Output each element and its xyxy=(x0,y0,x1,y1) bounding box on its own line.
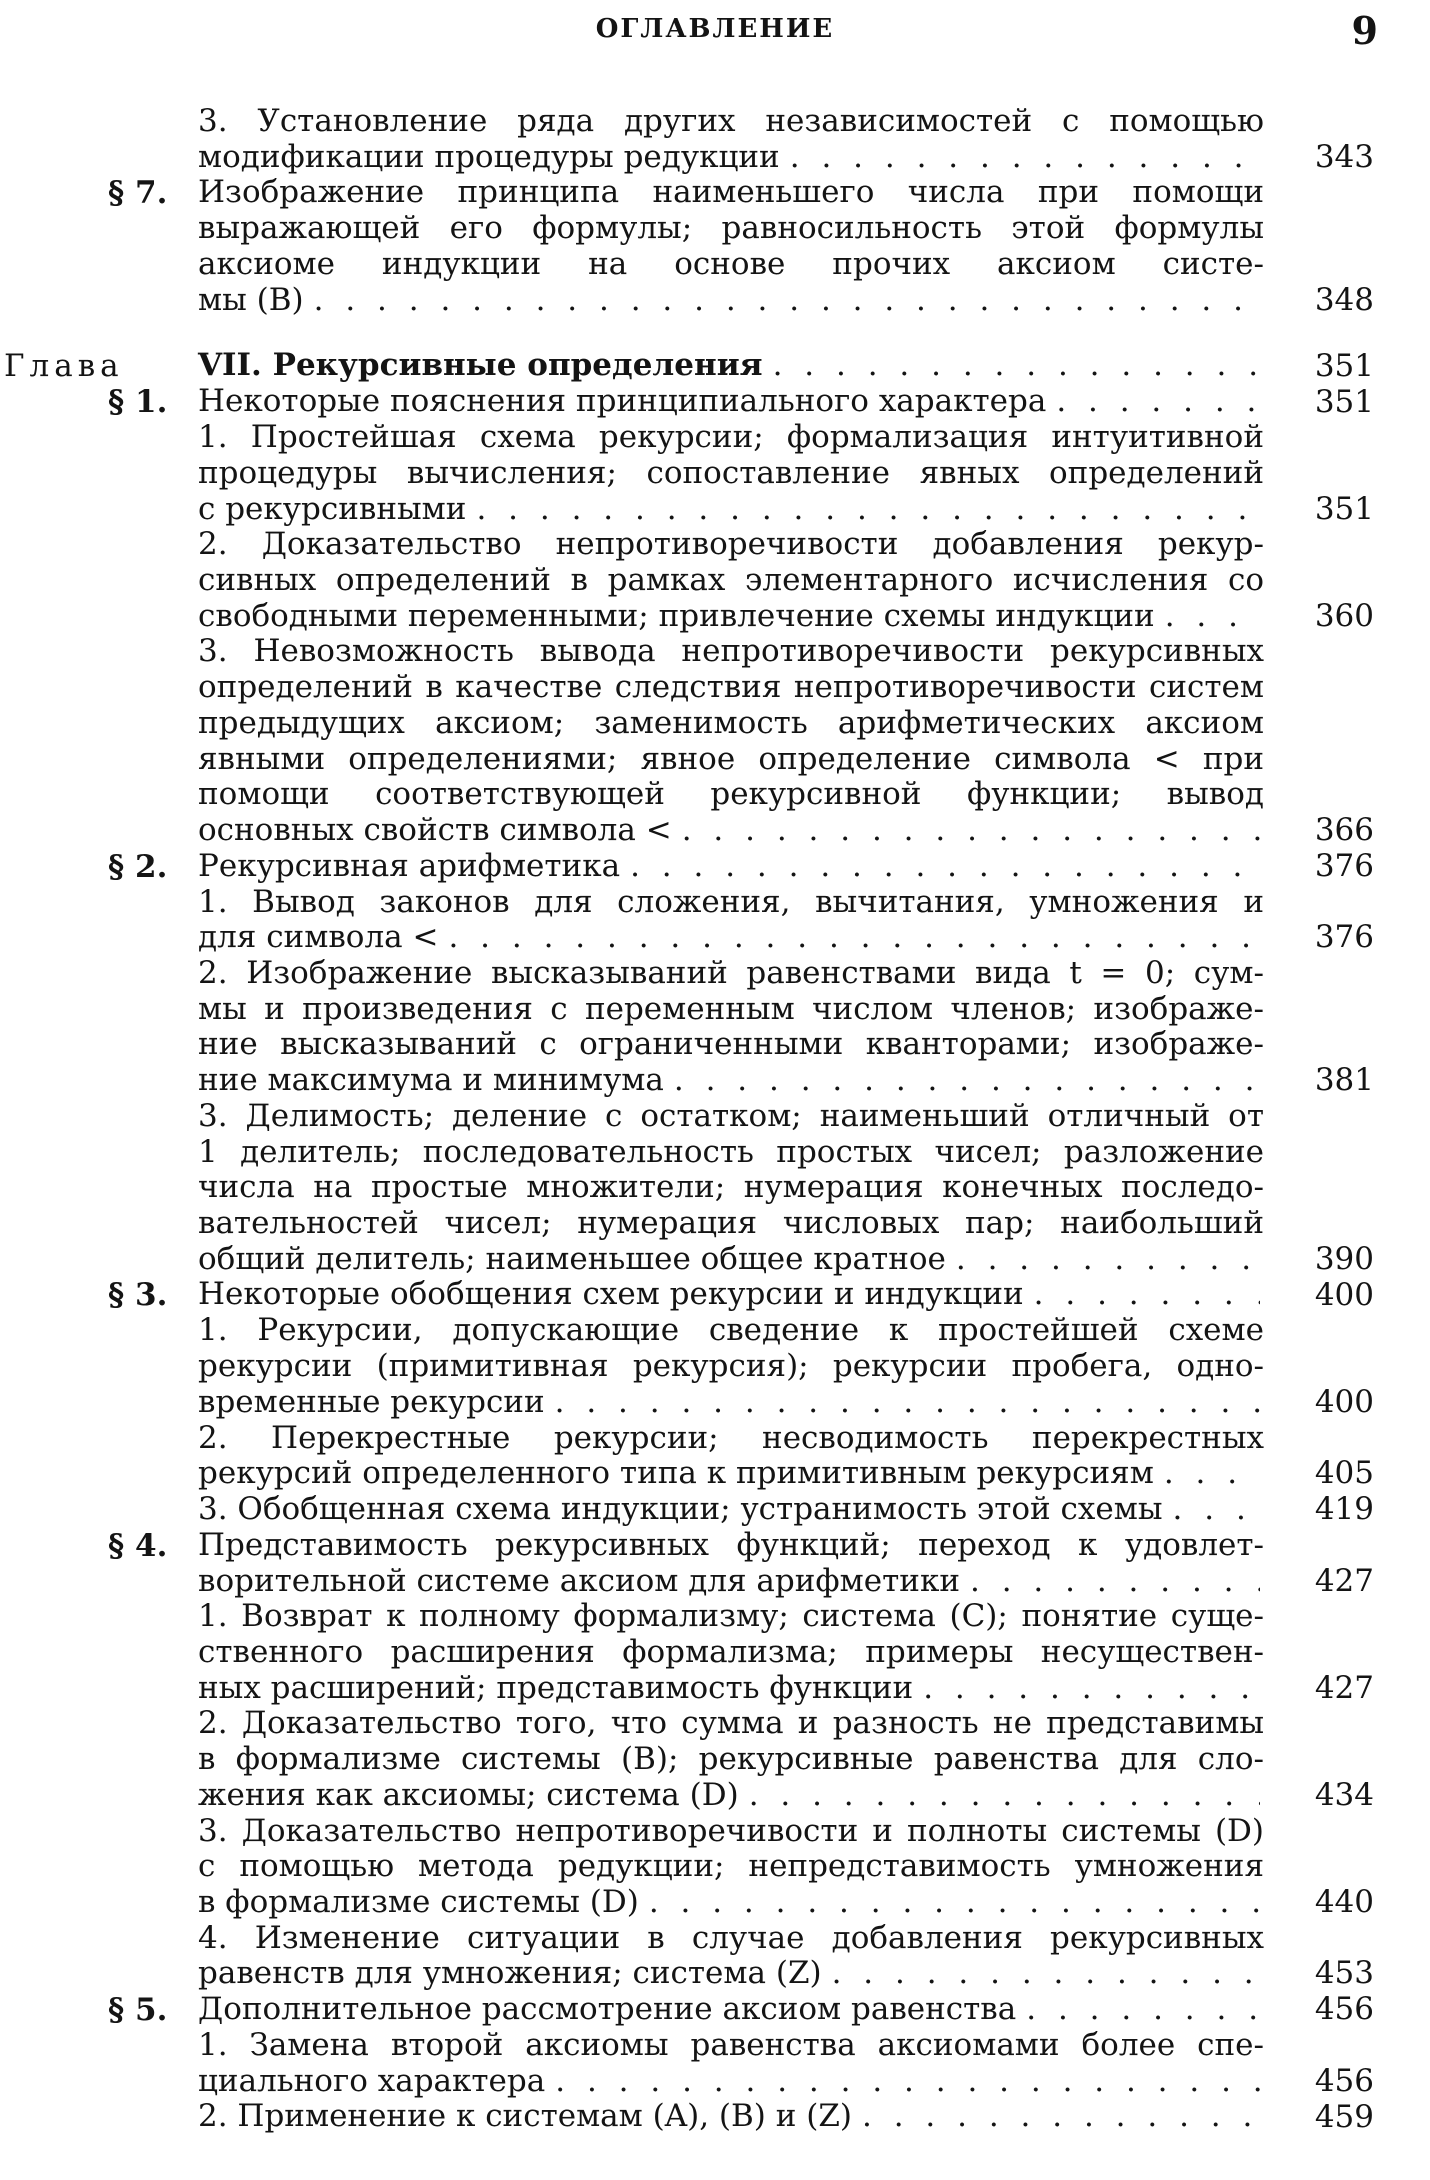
entry-last-text: Дополнительное рассмотрение аксиом равенства xyxy=(198,1991,1017,2028)
entry-line: 3. Установление ряда других независимостей с помощью xyxy=(198,103,1264,139)
dot-leader xyxy=(466,492,1260,528)
entry-page-number: 434 xyxy=(1314,1776,1374,1813)
entry-last-text: ных расширений; представимость функции xyxy=(198,1669,914,1706)
entry-page-number: 453 xyxy=(1314,1955,1374,1992)
entry-text xyxy=(198,1492,1264,1528)
dot-leader xyxy=(739,1778,1260,1814)
entry-last-text: в формализме системы (D) xyxy=(198,1883,639,1920)
dot-leader xyxy=(304,283,1260,319)
dot-leader xyxy=(960,1564,1260,1600)
entry-page-number: 390 xyxy=(1314,1240,1374,1277)
toc-entry-sub xyxy=(0,956,1430,1099)
entry-line: помощи соответствующей рекурсивной функции; вывод xyxy=(198,776,1264,813)
entry-last-line xyxy=(198,1063,1264,1099)
entry-text xyxy=(198,384,1264,420)
entry-line: 1. Вывод законов для сложения, вычитания, умножения и xyxy=(198,883,1264,920)
entry-last-text: 3. Обобщенная схема индукции; устранимость этой схемы xyxy=(198,1490,1163,1527)
entry-line: сивных определений в рамках элементарного исчисления со xyxy=(198,562,1264,599)
dot-leader xyxy=(1155,599,1260,635)
entry-text xyxy=(198,348,1264,384)
entry-text xyxy=(198,885,1264,956)
entry-line: процедуры вычисления; сопоставление явных определений xyxy=(198,454,1264,491)
toc-entry-sub xyxy=(0,420,1430,527)
entry-last-text: Некоторые пояснения принципиального характера xyxy=(198,383,1047,420)
entry-line: 1. Возврат к полному формализму; система (C); понятие суще- xyxy=(198,1598,1264,1635)
entry-page-number: 400 xyxy=(1314,1276,1374,1313)
dot-leader xyxy=(672,813,1260,849)
entry-line: 2. Доказательство того, что сумма и разность не представимы xyxy=(198,1705,1264,1742)
section-number: § 3. xyxy=(108,1277,168,1314)
entry-last-line xyxy=(198,348,1264,384)
entry-last-line xyxy=(198,1956,1264,1992)
entry-line: 1 делитель; последовательность простых чисел; разложение xyxy=(198,1133,1264,1170)
entry-page-number: 405 xyxy=(1314,1455,1374,1492)
toc-entry-sub xyxy=(0,104,1430,175)
entry-last-text: мы (B) xyxy=(198,281,304,318)
entry-page-number: 351 xyxy=(1314,383,1374,420)
entry-page-number: 376 xyxy=(1314,847,1374,884)
toc-entry-sub xyxy=(0,1421,1430,1492)
dot-leader xyxy=(1024,1277,1260,1313)
entry-page-number: 376 xyxy=(1314,919,1374,956)
entry-last-text: с рекурсивными xyxy=(198,490,467,527)
section-number: § 1. xyxy=(108,384,168,421)
entry-text xyxy=(198,527,1264,634)
toc-entry-sub xyxy=(0,634,1430,848)
entry-line: 2. Изображение высказываний равенствами вида t = 0; сум- xyxy=(198,955,1264,992)
entry-last-text: жения как аксиомы; система (D) xyxy=(198,1776,739,1813)
toc-entry-sub xyxy=(0,1599,1430,1706)
toc-entry-sub xyxy=(0,527,1430,634)
entry-line: рекурсии (примитивная рекурсия); рекурсии пробега, одно- xyxy=(198,1348,1264,1385)
toc-entry-section xyxy=(0,1528,1430,1599)
toc-entry-section xyxy=(0,1992,1430,2028)
entry-text xyxy=(198,1421,1264,1492)
entry-text xyxy=(198,1814,1264,1921)
dot-leader xyxy=(852,2099,1260,2135)
toc-entry-sub xyxy=(0,1313,1430,1420)
dot-leader xyxy=(639,1885,1260,1921)
entry-line: 3. Невозможность вывода непротиворечивости рекурсивных xyxy=(198,633,1264,670)
entry-page-number: 459 xyxy=(1314,2098,1374,2135)
entry-page-number: 381 xyxy=(1314,1062,1374,1099)
entry-last-line xyxy=(198,1492,1264,1528)
entry-last-text: равенств для умножения; система (Z) xyxy=(198,1955,822,1992)
entry-last-line xyxy=(198,1778,1264,1814)
dot-leader xyxy=(913,1671,1260,1707)
entry-line: в формализме системы (B); рекурсивные равенства для сло- xyxy=(198,1741,1264,1778)
entry-page-number: 427 xyxy=(1314,1669,1374,1706)
dot-leader xyxy=(620,849,1260,885)
dot-leader xyxy=(1163,1492,1260,1528)
dot-leader xyxy=(822,1956,1260,1992)
entry-text xyxy=(198,1277,1264,1313)
toc-entry-sub xyxy=(0,2099,1430,2135)
dot-leader xyxy=(780,140,1260,176)
entry-line: 2. Перекрестные рекурсии; несводимость перекрестных xyxy=(198,1419,1264,1456)
entry-line: вательностей чисел; нумерация числовых пар; наибольший xyxy=(198,1204,1264,1241)
entry-text xyxy=(198,2028,1264,2099)
entry-last-line xyxy=(198,2064,1264,2100)
section-number: § 5. xyxy=(108,1992,168,2029)
entry-last-text: свободными переменными; привлечение схемы индукции xyxy=(198,597,1155,634)
entry-line: ственного расширения формализма; примеры несуществен- xyxy=(198,1634,1264,1671)
entry-line: 1. Рекурсии, допускающие сведение к простейшей схеме xyxy=(198,1312,1264,1349)
entry-page-number: 366 xyxy=(1314,811,1374,848)
entry-line: аксиоме индукции на основе прочих аксиом систе- xyxy=(198,245,1264,282)
toc-entry-sub xyxy=(0,1706,1430,1813)
entry-last-text: Рекурсивная арифметика xyxy=(198,847,621,884)
entry-line: 1. Простейшая схема рекурсии; формализация интуитивной xyxy=(198,419,1264,456)
toc-entry-section xyxy=(0,384,1430,420)
entry-line: явными определениями; явное определение символа < при xyxy=(198,740,1264,777)
entry-line: 4. Изменение ситуации в случае добавления рекурсивных xyxy=(198,1919,1264,1956)
dot-leader xyxy=(664,1063,1260,1099)
entry-last-line xyxy=(198,283,1264,319)
chapter-title: VII. Рекурсивные определения xyxy=(198,347,763,384)
dot-leader xyxy=(1154,1456,1260,1492)
entry-page-number: 348 xyxy=(1314,281,1374,318)
entry-last-line xyxy=(198,1456,1264,1492)
entry-line: 1. Замена второй аксиомы равенства аксиомами более спе- xyxy=(198,2027,1264,2064)
entry-text xyxy=(198,956,1264,1099)
entry-text xyxy=(198,1706,1264,1813)
entry-last-text: модификации процедуры редукции xyxy=(198,138,780,175)
entry-text xyxy=(198,634,1264,848)
entry-line: Изображение принципа наименьшего числа при помощи xyxy=(198,174,1264,211)
entry-last-line xyxy=(198,813,1264,849)
entry-page-number: 440 xyxy=(1314,1883,1374,1920)
chapter-spacer xyxy=(0,318,1430,348)
section-number: § 4. xyxy=(108,1527,168,1564)
entry-last-text: для символа < xyxy=(198,919,439,956)
entry-last-line xyxy=(198,1671,1264,1707)
toc-entry-sub xyxy=(0,1814,1430,1921)
page-number: 9 xyxy=(1351,8,1378,53)
entry-line: выражающей его формулы; равносильность этой формулы xyxy=(198,210,1264,247)
entry-last-line xyxy=(198,140,1264,176)
dot-leader xyxy=(946,1242,1260,1278)
entry-line: мы и произведения с переменным числом членов; изображе- xyxy=(198,990,1264,1027)
entry-last-line xyxy=(198,1277,1264,1313)
entry-text xyxy=(198,1099,1264,1278)
toc-entry-sub xyxy=(0,1492,1430,1528)
toc-entry-sub xyxy=(0,1921,1430,1992)
entry-text xyxy=(198,420,1264,527)
entry-line: предыдущих аксиом; заменимость арифметических аксиом xyxy=(198,704,1264,741)
entry-last-text: Некоторые обобщения схем рекурсии и индукции xyxy=(198,1276,1024,1313)
entry-line: 3. Доказательство непротиворечивости и полноты системы (D) xyxy=(198,1812,1264,1849)
dot-leader xyxy=(545,1385,1260,1421)
entry-last-line xyxy=(198,849,1264,885)
entry-text xyxy=(198,175,1264,318)
running-title: ОГЛАВЛЕНИЕ xyxy=(595,14,835,44)
dot-leader xyxy=(1046,384,1260,420)
toc-entry-section xyxy=(0,849,1430,885)
entry-last-line xyxy=(198,1885,1264,1921)
entry-line: 3. Делимость; деление с остатком; наименьший отличный от xyxy=(198,1097,1264,1134)
chapter-label: Глава xyxy=(4,348,124,385)
entry-page-number: 400 xyxy=(1314,1383,1374,1420)
toc-entry-sub xyxy=(0,2028,1430,2099)
running-head xyxy=(0,8,1430,58)
entry-last-text: общий делитель; наименьшее общее кратное xyxy=(198,1240,946,1277)
entry-last-text: циального характера xyxy=(198,2062,546,2099)
entry-page-number: 427 xyxy=(1314,1562,1374,1599)
entry-last-line xyxy=(198,1242,1264,1278)
entry-last-line xyxy=(198,920,1264,956)
entry-page-number: 343 xyxy=(1314,138,1374,175)
entry-page-number: 456 xyxy=(1314,1991,1374,2028)
entry-text xyxy=(198,1992,1264,2028)
entry-text xyxy=(198,1599,1264,1706)
entry-last-text: 2. Применение к системам (A), (B) и (Z) xyxy=(198,2098,852,2135)
section-number: § 7. xyxy=(108,175,168,212)
entry-line: определений в качестве следствия непротиворечивости систем xyxy=(198,669,1264,706)
entry-page-number: 351 xyxy=(1314,347,1374,384)
dot-leader xyxy=(545,2064,1260,2100)
entry-page-number: 351 xyxy=(1314,490,1374,527)
entry-text xyxy=(198,2099,1264,2135)
entry-last-text: основных свойств символа < xyxy=(198,811,672,848)
entry-text xyxy=(198,104,1264,175)
entry-last-line xyxy=(198,2099,1264,2135)
entry-page-number: 360 xyxy=(1314,597,1374,634)
toc-entry-chapter xyxy=(0,348,1430,384)
entry-last-line xyxy=(198,599,1264,635)
dot-leader xyxy=(1016,1992,1260,2028)
entry-text xyxy=(198,1528,1264,1599)
entry-last-text: рекурсий определенного типа к примитивным рекурсиям xyxy=(198,1455,1154,1492)
toc-entry-sub xyxy=(0,885,1430,956)
entry-last-line xyxy=(198,492,1264,528)
dot-leader xyxy=(763,348,1260,384)
entry-line: числа на простые множители; нумерация конечных последо- xyxy=(198,1169,1264,1206)
toc-entry-section xyxy=(0,175,1430,318)
entry-last-text: временные рекурсии xyxy=(198,1383,545,1420)
entry-last-text: ние максимума и минимума xyxy=(198,1062,664,1099)
section-number: § 2. xyxy=(108,848,168,885)
entry-last-line xyxy=(198,1385,1264,1421)
entry-text xyxy=(198,1921,1264,1992)
entry-last-line xyxy=(198,1992,1264,2028)
entry-text xyxy=(198,849,1264,885)
entry-last-text: ворительной системе аксиом для арифметики xyxy=(198,1562,960,1599)
entry-line: ние высказываний с ограниченными кванторами; изображе- xyxy=(198,1026,1264,1063)
entry-page-number: 456 xyxy=(1314,2062,1374,2099)
entry-line: с помощью метода редукции; непредставимость умножения xyxy=(198,1848,1264,1885)
table-of-contents xyxy=(0,104,1430,2135)
entry-line: Представимость рекурсивных функций; переход к удовлет- xyxy=(198,1526,1264,1563)
toc-entry-sub xyxy=(0,1099,1430,1278)
toc-entry-section xyxy=(0,1277,1430,1313)
entry-line: 2. Доказательство непротиворечивости добавления рекур- xyxy=(198,526,1264,563)
entry-last-line xyxy=(198,384,1264,420)
entry-text xyxy=(198,1313,1264,1420)
entry-last-line xyxy=(198,1564,1264,1600)
dot-leader xyxy=(438,920,1260,956)
entry-page-number: 419 xyxy=(1314,1491,1374,1528)
